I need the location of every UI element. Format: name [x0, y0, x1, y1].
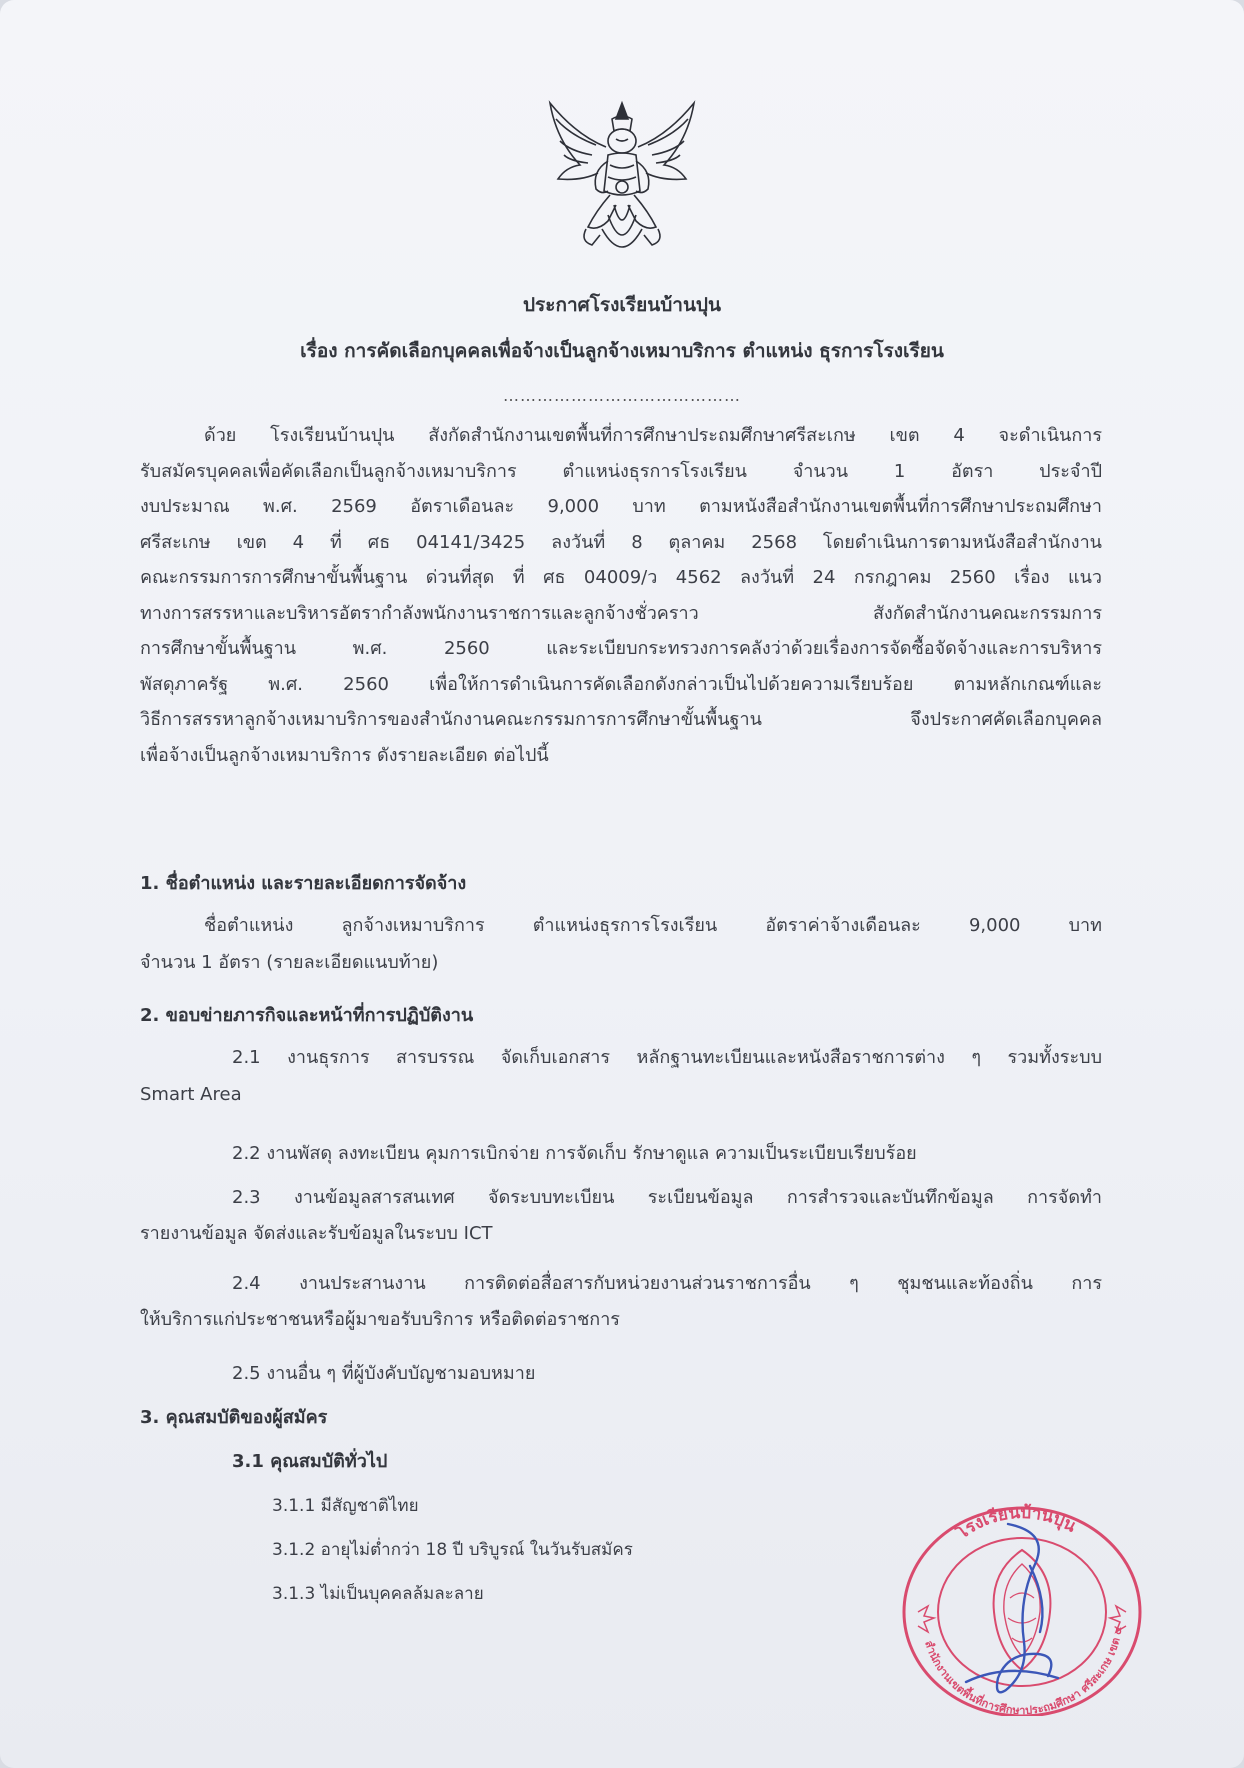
- announcement-title: ประกาศโรงเรียนบ้านปุน: [523, 294, 721, 316]
- intro-paragraph: [140, 418, 1102, 773]
- intro-line: รับสมัครบุคคลเพื่อคัดเลือกเป็นลูกจ้างเหมาบริการ ตำแหน่งธุรการโรงเรียน จำนวน 1 อัตรา ประจำปี: [140, 460, 1102, 482]
- title-separator: ……………………………………: [503, 386, 741, 405]
- svg-text:โรงเรียนบ้านปุน: โรงเรียนบ้านปุน: [953, 1502, 1080, 1544]
- intro-line: การศึกษาขั้นพื้นฐาน พ.ศ. 2560 และระเบียบกระทรวงการคลังว่าด้วยเรื่องการจัดซื้อจัดจ้างและการบริหาร: [140, 638, 1102, 659]
- item-line: ให้บริการแก่ประชาชนหรือผู้มาขอรับบริการ หรือติดต่อราชการ: [140, 1309, 620, 1330]
- garuda-emblem-icon: [536, 95, 708, 267]
- section-2-item-1: [140, 1036, 1102, 1110]
- svg-text:สำนักงานเขตพื้นที่การศึกษาประถ: สำนักงานเขตพื้นที่การศึกษาประถมศึกษา ศรีสะเกษ เขต ๔: [922, 1625, 1125, 1716]
- intro-line: คณะกรรมการการศึกษาขั้นพื้นฐาน ด่วนที่สุด ที่ ศธ 04009/ว 4562 ลงวันที่ 24 กรกฎาคม 2560 เรื่อง แนว: [140, 567, 1102, 588]
- intro-line: ศรีสะเกษ เขต 4 ที่ ศธ 04141/3425 ลงวันที่ 8 ตุลาคม 2568 โดยดำเนินการตามหนังสือสำนักงาน: [140, 531, 1102, 553]
- item-line: 2.1 งานธุรการ สารบรรณ จัดเก็บเอกสาร หลักฐานทะเบียนและหนังสือราชการต่าง ๆ รวมทั้งระบบ: [232, 1047, 1102, 1068]
- qualification-item: 3.1.1 มีสัญชาติไทย: [272, 1496, 419, 1516]
- section-1-line: ชื่อตำแหน่ง ลูกจ้างเหมาบริการ ตำแหน่งธุรการโรงเรียน อัตราค่าจ้างเดือนละ 9,000 บาท: [204, 915, 1102, 936]
- item-line: รายงานข้อมูล จัดส่งและรับข้อมูลในระบบ ICT: [140, 1223, 493, 1244]
- section-1-body: [140, 902, 1102, 976]
- section-1-line: จำนวน 1 อัตรา (รายละเอียดแนบท้าย): [140, 952, 439, 973]
- section-3-heading: 3. คุณสมบัติของผู้สมัคร: [140, 1407, 328, 1428]
- intro-line: พัสดุภาครัฐ พ.ศ. 2560 เพื่อให้การดำเนินการคัดเลือกดังกล่าวเป็นไปด้วยความเรียบร้อย ตามหลักเกณฑ์และ: [140, 673, 1102, 695]
- intro-line: วิธีการสรรหาลูกจ้างเหมาบริการของสำนักงานคณะกรรมการการศึกษาขั้นพื้นฐาน จึงประกาศคัดเลือกบุคคล: [140, 709, 1102, 730]
- section-2-item-2: 2.2 งานพัสดุ ลงทะเบียน คุมการเบิกจ่าย การจัดเก็บ รักษาดูแล ความเป็นระเบียบเรียบร้อย: [232, 1143, 917, 1164]
- section-2-heading: 2. ขอบข่ายภารกิจและหน้าที่การปฏิบัติงาน: [140, 1005, 474, 1026]
- intro-line: เพื่อจ้างเป็นลูกจ้างเหมาบริการ ดังรายละเอียด ต่อไปนี้: [140, 744, 549, 766]
- intro-line: งบประมาณ พ.ศ. 2569 อัตราเดือนละ 9,000 บาท ตามหนังสือสำนักงานเขตพื้นที่การศึกษาประถมศึกษา: [140, 496, 1102, 517]
- section-1-heading: 1. ชื่อตำแหน่ง และรายละเอียดการจัดจ้าง: [140, 873, 467, 894]
- item-line: Smart Area: [140, 1084, 242, 1105]
- section-2-item-3: [140, 1176, 1102, 1248]
- announcement-subject: เรื่อง การคัดเลือกบุคคลเพื่อจ้างเป็นลูกจ้างเหมาบริการ ตำแหน่ง ธุรการโรงเรียน: [300, 340, 944, 362]
- intro-line: ทางการสรรหาและบริหารอัตรากำลังพนักงานราชการและลูกจ้างชั่วคราว สังกัดสำนักงานคณะกรรมการ: [140, 602, 1102, 624]
- section-2-item-4: [140, 1262, 1102, 1334]
- qualification-item: 3.1.3 ไม่เป็นบุคคลล้มละลาย: [272, 1584, 484, 1604]
- section-3-subheading: 3.1 คุณสมบัติทั่วไป: [232, 1451, 388, 1472]
- school-seal-icon: [898, 1502, 1146, 1716]
- intro-line: ด้วย โรงเรียนบ้านปุน สังกัดสำนักงานเขตพื้นที่การศึกษาประถมศึกษาศรีสะเกษ เขต 4 จะดำเนินการ: [204, 425, 1102, 446]
- qualification-item: 3.1.2 อายุไม่ต่ำกว่า 18 ปี บริบูรณ์ ในวันรับสมัคร: [272, 1540, 633, 1560]
- item-line: 2.4 งานประสานงาน การติดต่อสื่อสารกับหน่วยงานส่วนราชการอื่น ๆ ชุมชนและท้องถิ่น การ: [232, 1273, 1102, 1294]
- section-2-item-5: 2.5 งานอื่น ๆ ที่ผู้บังคับบัญชามอบหมาย: [232, 1363, 536, 1384]
- item-line: 2.3 งานข้อมูลสารสนเทศ จัดระบบทะเบียน ระเบียนข้อมูล การสำรวจและบันทึกข้อมูล การจัดทำ: [232, 1187, 1102, 1208]
